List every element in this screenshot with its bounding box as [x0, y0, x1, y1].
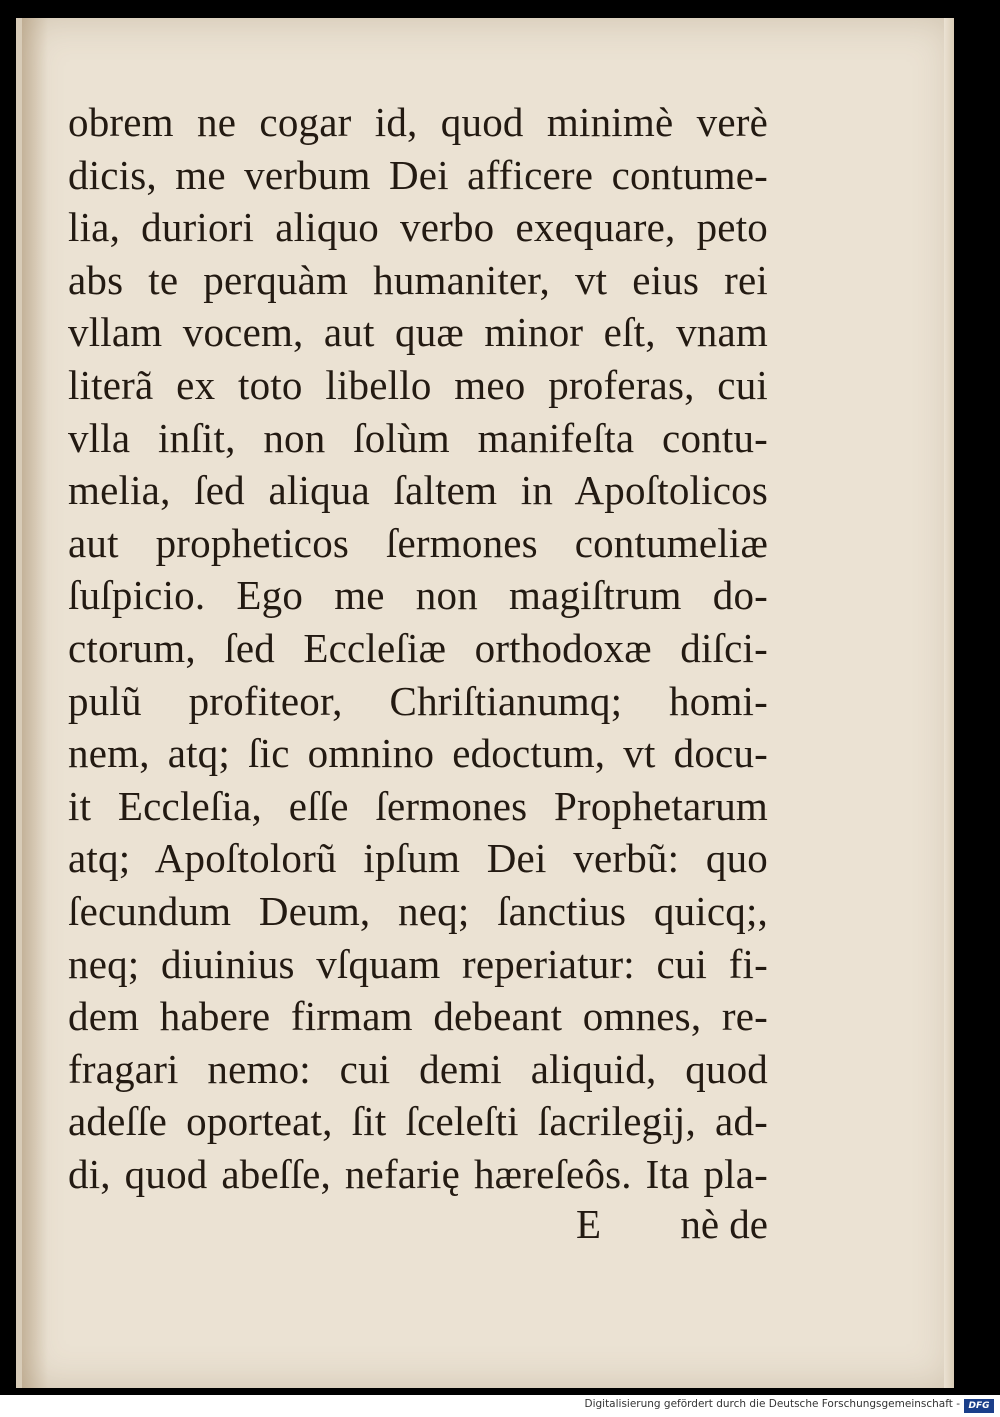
text-line: vllam vocem, aut quæ minor eſt, vnam: [68, 309, 768, 356]
dfg-logo-icon: DFG: [964, 1399, 994, 1413]
text-line: dicis, me verbum Dei afficere contume-: [68, 151, 768, 198]
catchword: nè de: [680, 1201, 768, 1247]
page-edge: [944, 18, 954, 1388]
text-line: nem, atq; ſic omnino edoctum, vt docu-: [68, 730, 768, 777]
digitization-footer: [0, 1395, 1000, 1417]
book-page: [16, 18, 954, 1388]
text-line: ctorum, ſed Eccleſiæ orthodoxæ diſci-: [68, 624, 768, 671]
text-line: abs te perquàm humaniter, vt eius rei: [68, 256, 768, 303]
text-line: obrem ne cogar id, quod minimè verè: [68, 99, 768, 145]
text-line: atq; Apoſtolorũ ipſum Dei verbũ: quo: [68, 835, 768, 882]
text-line: ſuſpicio. Ego me non magiſtrum do-: [68, 572, 768, 619]
text-line: literã ex toto libello meo proferas, cui: [68, 361, 768, 408]
text-line: fragari nemo: cui demi aliquid, quod: [68, 1045, 768, 1092]
footer-credit: Digitalisierung gefördert durch die Deutsche Forschungsgemeinschaft -: [584, 1398, 960, 1410]
signature-mark: E: [576, 1201, 602, 1247]
page-footer-marks: [68, 1200, 768, 1260]
text-line: lia, duriori aliquo verbo exequare, peto: [68, 204, 768, 251]
text-line: di, quod abeſſe, nefarię hæreſeôs. Ita pla-: [68, 1150, 768, 1197]
gutter-shadow: [22, 18, 48, 1388]
text-line: it Eccleſia, eſſe ſermones Prophetarum: [68, 782, 768, 829]
text-line: aut propheticos ſermones contumeliæ: [68, 519, 768, 566]
text-line: dem habere firmam debeant omnes, re-: [68, 993, 768, 1040]
text-line: pulũ profiteor, Chriſtianumq; homi-: [68, 677, 768, 724]
text-line: melia, ſed aliqua ſaltem in Apoſtolicos: [68, 467, 768, 514]
body-text: [68, 96, 768, 1200]
text-line: adeſſe oporteat, ſit ſceleſti ſacrilegij, ad-: [68, 1098, 768, 1145]
text-line: ſecundum Deum, neq; ſanctius quicq;,: [68, 887, 768, 934]
text-line: vlla inſit, non ſolùm manifeſta contu-: [68, 414, 768, 461]
text-line: neq; diuinius vſquam reperiatur: cui fi-: [68, 940, 768, 987]
